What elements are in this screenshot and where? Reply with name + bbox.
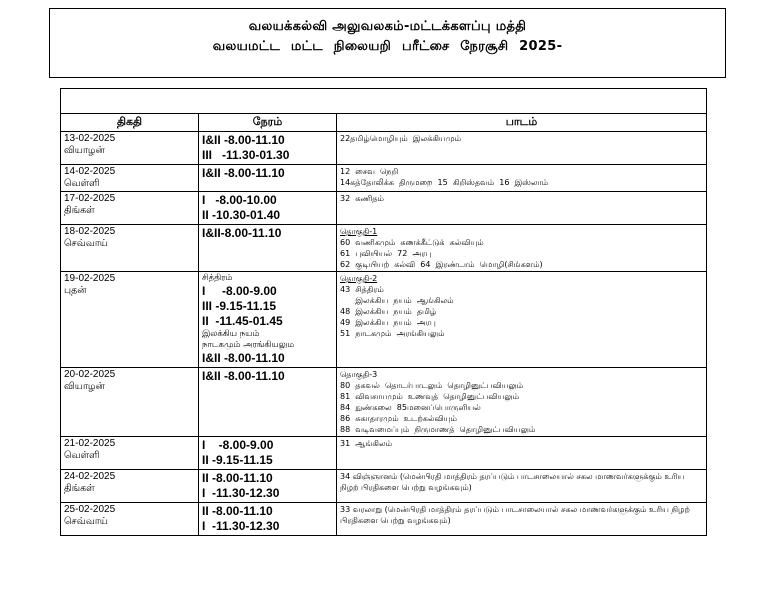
subject-entry: 88 வடிவமைப்பும் நிருமாணத் தொழினுட்பவியலும் <box>340 425 536 434</box>
subject-cell <box>337 503 707 536</box>
blank-cell <box>61 89 707 114</box>
subject-entry: 48 இலக்கிய நயம் தமிழ் <box>340 307 437 316</box>
subject-entry: 49 இலக்கிய நயம் அரபு <box>340 318 436 327</box>
table-row <box>61 272 707 368</box>
time-slot: I&II -8.00-11.10 <box>202 369 285 383</box>
exam-date: 13-02-2025 <box>64 133 116 144</box>
subject-cell <box>337 132 707 165</box>
table-row <box>61 165 707 192</box>
time-slot: I -11.30-12.30 <box>202 486 280 500</box>
time-slot: III -11.30-01.30 <box>202 148 290 162</box>
subject-cell <box>337 272 707 368</box>
time-cell <box>199 225 337 272</box>
title-box <box>49 8 726 78</box>
time-cell <box>199 437 337 470</box>
time-cell <box>199 272 337 368</box>
exam-date: 20-02-2025 <box>64 369 116 380</box>
subject-entry: 62 குடியியற் கல்வி 64 இரண்டாம் மொழி(சிங்களம்) <box>340 260 543 269</box>
time-slot: I&II -8.00-11.10 <box>202 166 285 180</box>
exam-day: செவ்வாய் <box>64 516 108 527</box>
subject-group-label: தொகுதி-3 <box>340 370 378 379</box>
time-cell <box>199 503 337 536</box>
time-note: இலக்கிய நயம் <box>202 329 260 339</box>
time-cell <box>199 192 337 225</box>
table-row <box>61 192 707 225</box>
time-note: சித்திரம் <box>202 273 233 283</box>
exam-day: செவ்வாய் <box>64 238 108 249</box>
time-slot: II -11.45-01.45 <box>202 314 283 328</box>
time-cell <box>199 132 337 165</box>
subject-entry: 84 நுண்கலை 85மனைப்பொருளியல் <box>340 403 481 412</box>
exam-day: வியாழன் <box>64 381 105 392</box>
subject-entry: இலக்கிய நயம் ஆங்கிலம் <box>340 296 454 305</box>
subject-entry: 14கத்தோலிக்க திருமறை 15 கிறிஸ்தவம் 16 இஸ்லாம் <box>340 178 549 187</box>
time-slot: II -10.30-01.40 <box>202 208 281 222</box>
subject-group-label: தொகுதி-1 <box>340 227 378 236</box>
schedule-table <box>60 88 707 536</box>
date-cell <box>61 225 199 272</box>
exam-day: புதன் <box>64 285 87 296</box>
time-slot: III -9.15-11.15 <box>202 299 277 313</box>
subject-entry: 86 சுகாதாரமும் உடற்கல்வியும் <box>340 414 457 423</box>
time-slot: I&II -8.00-11.10 <box>202 133 285 147</box>
exam-date: 17-02-2025 <box>64 193 116 204</box>
subject-entry: 34 விஞ்ஞானம் (மென்பிரதி மாத்திரம் தரப்படும் பாடசாலையால் சகல மாணவர்களுக்கும் உரிய நிழற் பிரதிகளை பெற்று வழங்கவும்) <box>340 472 685 492</box>
subject-group-label: தொகுதி-2 <box>340 274 378 283</box>
column-header-time: நேரம் <box>199 114 337 132</box>
date-cell <box>61 165 199 192</box>
exam-day: திங்கள் <box>64 205 95 216</box>
exam-date: 21-02-2025 <box>64 438 116 449</box>
time-slot: II -8.00-11.10 <box>202 471 273 485</box>
time-slot: I -11.30-12.30 <box>202 519 280 533</box>
date-cell <box>61 470 199 503</box>
time-cell <box>199 368 337 437</box>
time-note: நாடகமும் அரங்கியலும <box>202 340 295 350</box>
exam-day: வெள்ளி <box>64 178 100 189</box>
time-slot: I -8.00-9.00 <box>202 438 274 452</box>
subject-entry: 80 தகவல் தொடர்பாடலும் தொழினுட்பவியலும் <box>340 381 524 390</box>
subject-cell <box>337 437 707 470</box>
header-row <box>61 114 707 132</box>
column-header-date: திகதி <box>61 114 199 132</box>
column-header-subject: பாடம் <box>337 114 707 132</box>
exam-date: 25-02-2025 <box>64 504 116 515</box>
time-slot: I -8.00-9.00 <box>202 284 277 298</box>
exam-day: வெள்ளி <box>64 450 100 461</box>
exam-day: வியாழன் <box>64 145 105 156</box>
subject-cell <box>337 165 707 192</box>
subject-entry: 12 சைவ நெறி <box>340 167 399 176</box>
subject-entry: 43 சித்திரம் <box>340 285 384 294</box>
subject-cell <box>337 368 707 437</box>
time-cell <box>199 165 337 192</box>
title-line-1: வலயக்கல்வி அலுவலகம்-மட்டக்களப்பு மத்தி <box>248 19 527 34</box>
subject-entry: 81 விவசாயமும் உணவுத் தொழினுட்பவியலும் <box>340 392 520 401</box>
time-slot: I -8.00-10.00 <box>202 193 277 207</box>
table-row <box>61 132 707 165</box>
table-row <box>61 470 707 503</box>
date-cell <box>61 192 199 225</box>
blank-row <box>61 89 707 114</box>
exam-date: 14-02-2025 <box>64 166 116 177</box>
table-row <box>61 437 707 470</box>
time-cell <box>199 470 337 503</box>
table-row <box>61 225 707 272</box>
date-cell <box>61 272 199 368</box>
table-row <box>61 368 707 437</box>
time-slot: I&II -8.00-11.10 <box>202 351 285 365</box>
subject-entry: 22தமிழ்மொழியும் இலக்கியமும் <box>340 134 462 143</box>
time-slot: II -9.15-11.15 <box>202 453 273 467</box>
date-cell <box>61 368 199 437</box>
exam-date: 18-02-2025 <box>64 226 116 237</box>
subject-entry: 51 நாடகமும் அரங்கியலும் <box>340 329 445 338</box>
exam-date: 19-02-2025 <box>64 273 116 284</box>
subject-entry: 60 வணிகமும் கணக்கீட்டுக் கல்வியும் <box>340 238 484 247</box>
date-cell <box>61 132 199 165</box>
subject-cell <box>337 192 707 225</box>
date-cell <box>61 437 199 470</box>
time-slot: I&II-8.00-11.10 <box>202 226 282 240</box>
title-line-2: வலயமட்ட மட்ட நிலையறி பரீட்சை நேரசூசி 2025- <box>212 39 563 54</box>
exam-day: திங்கள் <box>64 483 95 494</box>
subject-cell <box>337 470 707 503</box>
time-slot: II -8.00-11.10 <box>202 504 273 518</box>
date-cell <box>61 503 199 536</box>
subject-entry: 61 புவியியல் 72 அரபு <box>340 249 432 258</box>
subject-entry: 31 ஆங்கிலம் <box>340 439 393 448</box>
exam-date: 24-02-2025 <box>64 471 116 482</box>
table-row <box>61 503 707 536</box>
subject-cell <box>337 225 707 272</box>
subject-entry: 33 வரலாறு (மென்பிரதி மாத்திரம் தரப்படும் பாடசாலையால் சகல மாணவர்களுக்கும் உரிய நிழற் பிரதிகளை பெற்று வழங்கவும்) <box>340 505 690 525</box>
subject-entry: 32 கணிதம் <box>340 194 384 203</box>
